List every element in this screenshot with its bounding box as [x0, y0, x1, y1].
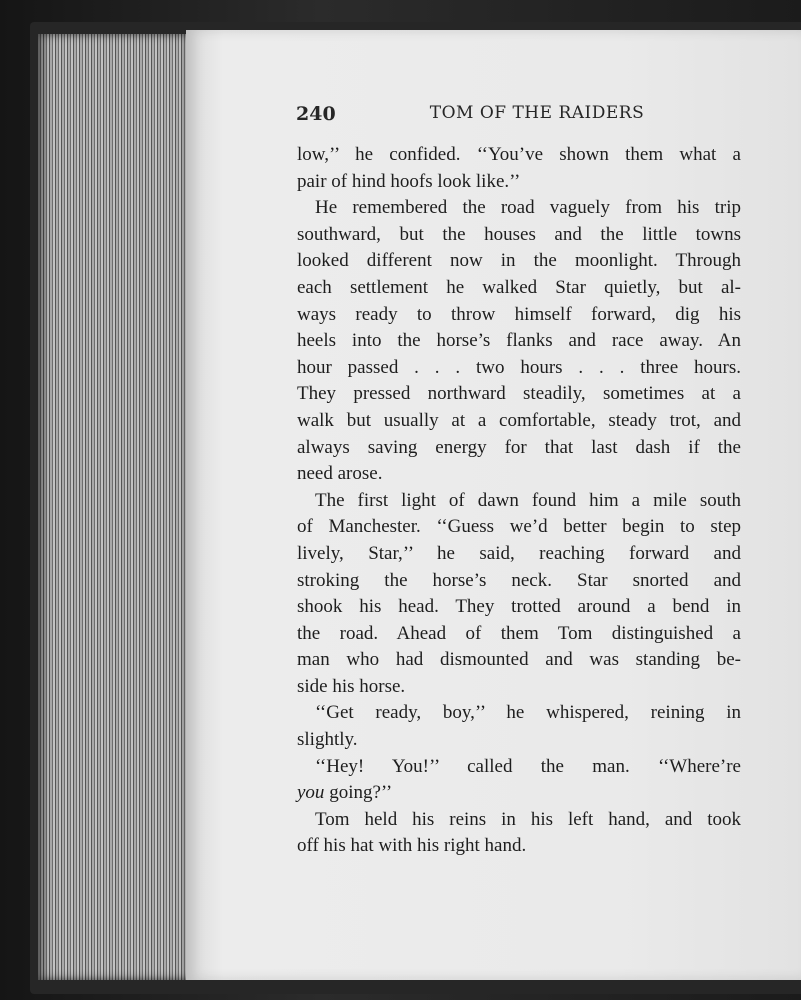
text-line: of Manchester. ‘‘Guess we’d better begin to step	[297, 516, 741, 538]
text-line: shook his head. They trotted around a bend in	[297, 596, 741, 618]
text-line: ‘‘Hey! You!’’ called the man. ‘‘Where’re	[315, 755, 741, 777]
page-number: 240	[296, 103, 336, 125]
text-line: each settlement he walked Star quietly, but al-	[297, 276, 741, 298]
text-line: need arose.	[297, 463, 383, 485]
text-line: man who had dismounted and was standing be-	[297, 649, 741, 671]
page-edges	[38, 34, 194, 980]
page-header	[296, 103, 756, 129]
text-line: pair of hind hoofs look like.’’	[297, 170, 521, 192]
text-line: ‘‘Get ready, boy,’’ he whispered, reining in	[315, 702, 741, 724]
text-line: walk but usually at a comfortable, steady trot, and	[297, 409, 741, 431]
text-line: southward, but the houses and the little towns	[297, 223, 741, 245]
text-line: the road. Ahead of them Tom distinguished a	[297, 622, 741, 644]
text-line: The first light of dawn found him a mile south	[315, 489, 741, 511]
text-line: hour passed . . . two hours . . . three hours.	[297, 356, 741, 378]
text-line: heels into the horse’s flanks and race away. An	[297, 330, 741, 352]
line-rest: going?’’	[324, 782, 393, 804]
text-line: They pressed northward steadily, sometimes at a	[297, 383, 741, 405]
text-line: always saving energy for that last dash if the	[297, 436, 741, 458]
text-line: Tom held his reins in his left hand, and took	[315, 808, 741, 830]
text-line: stroking the horse’s neck. Star snorted and	[297, 569, 741, 591]
running-title: TOM OF THE RAIDERS	[429, 103, 645, 123]
text-line: looked different now in the moonlight. Through	[297, 250, 741, 272]
text-line: He remembered the road vaguely from his trip	[315, 197, 741, 219]
text-line: ways ready to throw himself forward, dig his	[297, 303, 741, 325]
text-line: lively, Star,’’ he said, reaching forward and	[297, 542, 741, 564]
text-line	[297, 780, 741, 807]
text-line: off his hat with his right hand.	[297, 835, 527, 857]
text-line: slightly.	[297, 729, 358, 751]
text-line: side his horse.	[297, 675, 406, 697]
text-line: low,’’ he confided. ‘‘You’ve shown them what a	[297, 144, 741, 165]
italic-word: you	[297, 782, 325, 804]
body-text	[297, 142, 741, 860]
